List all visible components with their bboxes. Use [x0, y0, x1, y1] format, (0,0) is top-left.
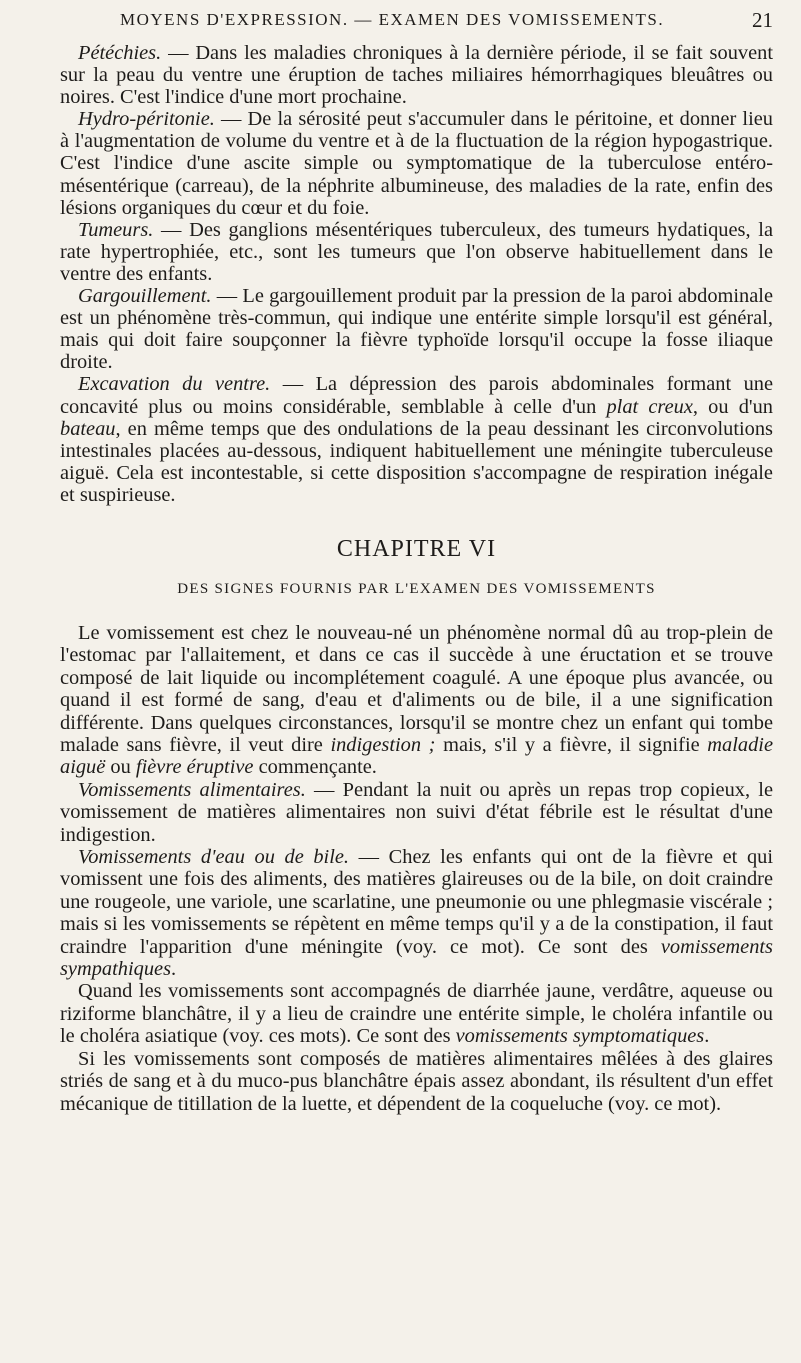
paragraph-petechies	[60, 42, 773, 108]
paragraph-text: .	[704, 1025, 710, 1048]
running-header	[60, 8, 773, 42]
paragraph-text: — Pendant la nuit ou après un repas trop copieux, le vomissement de matières alimentaires non suivi d'état fébrile est le résultat d'une indigestion.	[60, 778, 774, 846]
paragraph-text: — La dépression des parois abdominales formant une concavité plus ou moins considérable, semblable à celle d'un	[60, 373, 774, 418]
paragraph-text: — Le gargouillement produit par la pression de la paroi abdominale est un phénomène très-commun, qui indique une entérite simple lorsqu'il est général, mais qui doit faire soupçonner la fièvre typhoïde lorsqu'il occupe la fosse iliaque droite.	[60, 285, 773, 374]
term-hydro-peritonie: Hydro-péritonie.	[78, 108, 215, 131]
paragraph-tumeurs	[60, 219, 773, 285]
emphasis-maladie-aigue: maladie aiguë	[60, 734, 773, 779]
section-abdomen-signs	[60, 42, 773, 506]
paragraph-text: ou	[105, 756, 136, 779]
emphasis-vomissements-sympathiques: vomissements sympathiques	[60, 935, 773, 981]
paragraph-hydro-peritonie	[60, 108, 773, 218]
paragraph-gargouillement	[60, 285, 773, 373]
paragraph-coqueluche	[60, 1048, 773, 1115]
paragraph-vomissements-eau-bile	[60, 846, 773, 980]
term-gargouillement: Gargouillement.	[78, 285, 212, 308]
paragraph-text: — Des ganglions mésentériques tuberculeux, des tumeurs hydatiques, la rate hypertrophiée, etc., sont les tumeurs que l'on observe habituellement dans le ventre des enfants.	[60, 218, 773, 285]
page-number: 21	[752, 8, 773, 32]
paragraph-text: — De la sérosité peut s'accumuler dans le péritoine, et donner lieu à l'augmentation de volume du ventre et à de la fluctuation de la région hypogastrique. C'est l'indice d'une ascite simple ou symptomatique de la tuberculose entéro-mésentérique (carreau), de la néphrite albumineuse, des maladies de la rate, enfin des lésions organiques du cœur et du foie.	[60, 108, 773, 219]
paragraph-text: Le vomissement est chez le nouveau-né un phénomène normal dû au trop-plein de l'estomac par l'allaitement, et dans ce cas il succède à une éructation et se trouve composé de lait liquide ou incomplétement coagulé. A une époque plus avancée, ou quand il est formé de sang, d'eau et d'aliments ou de bile, il a une signification différente. Dans quelques circonstances, lorsqu'il se montre chez un enfant qui tombe malade sans fièvre, il veut dire	[60, 621, 773, 756]
paragraph-text: .	[171, 958, 177, 981]
emphasis-plat-creux: plat creux	[606, 395, 693, 418]
emphasis-bateau: bateau	[60, 417, 116, 440]
emphasis-fievre-eruptive: fièvre éruptive	[135, 756, 254, 779]
term-excavation: Excavation du ventre.	[78, 373, 271, 396]
term-tumeurs: Tumeurs.	[78, 218, 154, 241]
chapter-title: CHAPITRE VI	[336, 535, 497, 562]
paragraph-vomissements-alimentaires	[60, 779, 773, 846]
term-petechies: Pétéchies.	[78, 42, 162, 64]
emphasis-vomissements-symptomatiques: vomissements symptomatiques	[455, 1025, 705, 1048]
paragraph-diarrhee	[60, 980, 773, 1047]
paragraph-text: , en même temps que des ondulations de la peau dessinant les circonvolutions intestinales placées au-dessous, indiquent habituellement une méningite tuberculeuse aiguë. Cela est incontestable, si cette disposition s'accompagne de respiration inégale et suspirieuse.	[60, 417, 773, 506]
emphasis-indigestion: indigestion ;	[330, 734, 436, 756]
paragraph-text: Quand les vomissements sont accompagnés de diarrhée jaune, verdâtre, aqueuse ou riziforme blanchâtre, il y a lieu de craindre une entérite simple, le choléra infantile ou le choléra asiatique (voy. ces mots). Ce sont des	[60, 980, 773, 1048]
section-vomissements	[60, 622, 773, 1115]
paragraph-text: — Chez les enfants qui ont de la fièvre et qui vomissent une fois des aliments, des matières glaireuses ou de la bile, on doit craindre une rougeole, une variole, une scarlatine, une pneumonie ou une phlegmasie viscérale ; mais si les vomissements se répètent en même temps qu'il y a de la constipation, il faut craindre l'apparition d'une méningite (voy. ce mot). Ce sont des	[60, 846, 773, 958]
term-vomissements-alimentaires: Vomissements alimentaires.	[78, 778, 306, 801]
paragraph-text: commençante.	[253, 756, 377, 779]
running-title: MOYENS D'EXPRESSION. — EXAMEN DES VOMISSEMENTS.	[120, 10, 665, 29]
paragraph-excavation	[60, 373, 773, 506]
term-vomissements-eau-bile: Vomissements d'eau ou de bile.	[78, 846, 350, 869]
chapter-subtitle: DES SIGNES FOURNIS PAR L'EXAMEN DES VOMISSEMENTS	[177, 580, 656, 597]
paragraph-text: — Dans les maladies chroniques à la dernière période, il se fait souvent sur la peau du ventre une éruption de taches miliaires hémorrhagiques bleuâtres ou noires. C'est l'indice d'une mort prochaine.	[60, 42, 773, 109]
paragraph-text: , ou d'un	[692, 395, 773, 418]
paragraph-text: mais, s'il y a fièvre, il signifie	[435, 734, 708, 756]
paragraph-intro-vomissement	[60, 622, 773, 779]
paragraph-text: Si les vomissements sont composés de matières alimentaires mêlées à des glaires striés de sang et à du muco-pus blanchâtre épais assez abondant, ils résultent d'un effet mécanique de titillation de la luette, et dépendent de la coqueluche (voy. ce mot).	[60, 1047, 773, 1115]
